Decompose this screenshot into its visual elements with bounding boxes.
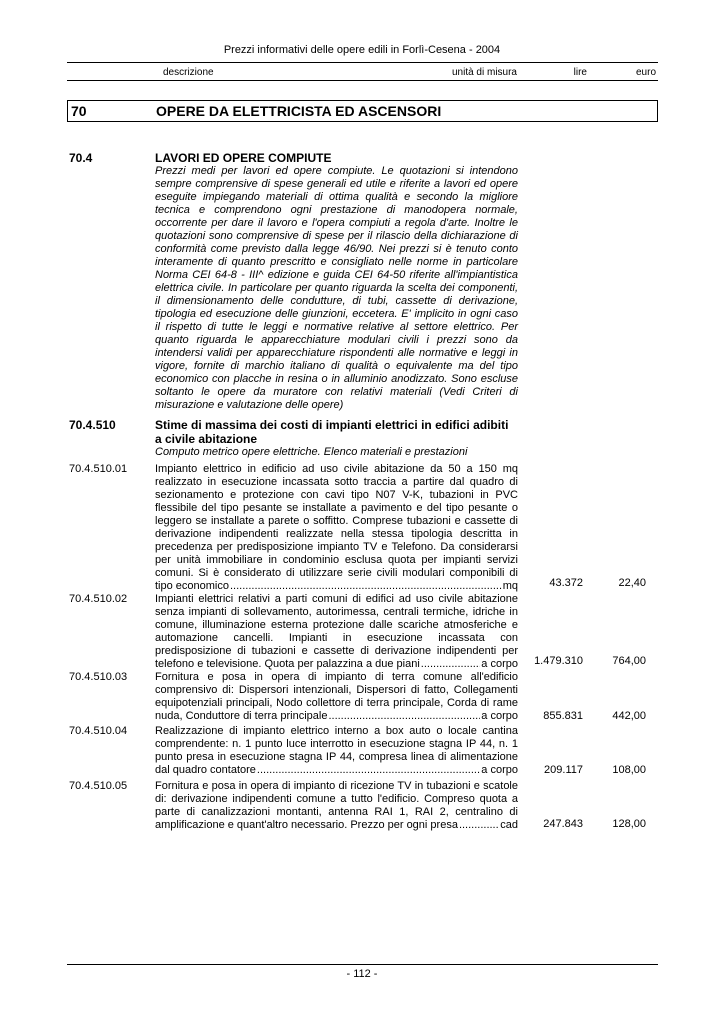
item-price-lire: 209.117 <box>544 764 583 776</box>
item-price-lire: 247.843 <box>543 818 583 830</box>
subsection-title-line2: a civile abitazione <box>155 432 258 446</box>
item-text: Fornitura e posa in opera di impianto di terra comune all'edificio comprensivo di: Dispersori intenzionali, Dispersori di fatto, Collegamenti equipotenziali principali, Nodo collettore di terra principale, Corda di rame <box>155 671 518 709</box>
item-description <box>155 463 518 593</box>
item-last-line <box>155 710 518 723</box>
item-last-line <box>155 658 518 671</box>
item-description <box>155 780 518 832</box>
item-description <box>155 725 518 777</box>
item-code: 70.4.510.02 <box>69 593 128 605</box>
item-description <box>155 593 518 671</box>
chapter-code: 70 <box>71 103 87 119</box>
section-body: Prezzi medi per lavori ed opere compiute. Le quotazioni si intendono sempre comprensive di spese generali ed utile e riferite a lavori ed opere eseguite impiegando materiali di ottima qualità e secondo la migliore tecnica e comprendono ogni prestazione di manodopera normale, occorrente per dare il lavoro e l'opera compiuti a regola d'arte. Inoltre le quotazioni sono comprensive di spese per il rilascio della dichiarazione di conformità come previsto dalla legge 46/90. Nei prezzi si è tenuto conto interamente di quanto prescritto e consigliato nelle norme in particolare Norma CEI 64-8 - III^ edizione e guida CEI 64-50 riferite all'impiantistica elettrica civile. In particolare per quanto riguarda la scelta dei componenti, il dimensionamento delle condutture, di tubi, cassette di derivazione, tipologia ed esecuzione delle giunzioni, eccetera. E' implicito in ogni caso il rispetto di tutte le leggi e normative relative al settore elettrico. Per quanto riguarda le apparecchiature modulari civili i prezzi sono da intendersi validi per apparecchiature rispondenti alle normative e leggi in vigore, fornite di marchio italiano di qualità o equivalente ma del tipo economico con placche in resina o in alluminio anodizzato. Sono escluse soltanto le opere da muratore con relativi materiali (Vedi Criteri di misurazione e valutazione delle opere) <box>155 165 518 411</box>
item-text: Fornitura e posa in opera di impianto di ricezione TV in tubazioni e scatole di: derivazione indipendenti comune a tutto l'edificio. Compreso quota a parte di canalizzazioni montanti, antenna RAI 1, RAI 2, centralino di <box>155 780 518 818</box>
column-header-rule <box>67 80 658 81</box>
item-text: Realizzazione di impianto elettrico interno a box auto o locale cantina comprendente: n. 1 punto luce interrotto in esecuzione stagna IP 44, n. 1 punto presa in esecuzione stagna IP 44, compresa linea di alimentazione <box>155 725 518 763</box>
subsection-code: 70.4.510 <box>69 418 116 432</box>
leader-dots <box>421 658 481 671</box>
item-code: 70.4.510.01 <box>69 463 128 475</box>
section-code: 70.4 <box>69 151 93 165</box>
chapter-title: OPERE DA ELETTRICISTA ED ASCENSORI <box>156 103 442 119</box>
item-code: 70.4.510.04 <box>69 725 128 737</box>
item-last-text: amplificazione e quant'altro necessario. Prezzo per ogni presa <box>155 819 458 831</box>
item-last-line <box>155 819 518 832</box>
item-price-euro: 764,00 <box>612 655 646 667</box>
section-title: LAVORI ED OPERE COMPIUTE <box>155 151 332 165</box>
leader-dots <box>257 764 480 777</box>
item-last-text: dal quadro contatore <box>155 764 256 776</box>
item-unit: a corpo <box>481 658 518 670</box>
chapter-box <box>67 100 658 122</box>
item-price-euro: 128,00 <box>612 818 646 830</box>
item-unit: a corpo <box>481 710 518 722</box>
leader-dots <box>459 819 499 832</box>
item-price-euro: 22,40 <box>618 577 646 589</box>
item-price-lire: 1.479.310 <box>534 655 583 667</box>
section-block <box>155 151 518 412</box>
subsection-block <box>155 418 518 459</box>
item-text: Impianto elettrico in edificio ad uso civile abitazione da 50 a 150 mq realizzato in esecuzione incassata sotto traccia a partire dal quadro di sezionamento e protezione con cavi tipo N07 V-K, tubazioni in PVC flessibile del tipo pesante se installate a pavimento e del tipo pesante o leggero se installate a parete o soffitto. Comprese tubazioni e cassette di derivazione indipendenti realizzate nella stessa tipologia descritta in precedenza per predisposizione impianto TV e Telefono. Da considerarsi per unità immobiliare in condominio esclusa quota per impianti servizi comuni. Si è considerato di utilizzare serie civili modulari componibili di <box>155 463 518 579</box>
column-header-lire: lire <box>573 67 587 78</box>
item-price-euro: 108,00 <box>612 764 646 776</box>
header-rule <box>67 62 658 63</box>
leader-dots <box>328 710 480 723</box>
item-code: 70.4.510.05 <box>69 780 128 792</box>
item-unit: a corpo <box>481 764 518 776</box>
item-price-lire: 855.831 <box>543 710 583 722</box>
item-price-euro: 442,00 <box>612 710 646 722</box>
item-unit: cad <box>500 819 518 831</box>
item-last-line <box>155 580 518 593</box>
item-last-text: tipo economico <box>155 580 229 592</box>
subsection-title-line1: Stime di massima dei costi di impianti elettrici in edifici adibiti <box>155 418 509 432</box>
item-last-line <box>155 764 518 777</box>
item-price-lire: 43.372 <box>549 577 583 589</box>
item-description <box>155 671 518 723</box>
column-header-unit: unità di misura <box>451 67 517 78</box>
subsection-subtitle: Computo metrico opere elettriche. Elenco materiali e prestazioni <box>155 446 468 458</box>
item-last-text: telefono e televisione. Quota per palazzina a due piani <box>155 658 420 670</box>
page-number: - 112 - <box>346 968 378 980</box>
column-header-euro: euro <box>635 67 656 78</box>
leader-dots <box>230 580 502 593</box>
item-text: Impianti elettrici relativi a parti comuni di edifici ad uso civile abitazione senza impianti di sollevamento, autorimessa, centrali termiche, idriche in comune, illuminazione esterna protezione dalle scariche atmosferiche e automazione cancelli. Impianti in esecuzione incassata con predisposizione di tubazioni e cassette di derivazione indipendenti per <box>155 593 518 657</box>
running-head: Prezzi informativi delle opere edili in Forlì-Cesena - 2004 <box>223 44 501 56</box>
item-last-text: nuda, Conduttore di terra principale <box>155 710 328 722</box>
item-code: 70.4.510.03 <box>69 671 128 683</box>
footer-rule <box>67 964 658 965</box>
item-unit: mq <box>502 580 518 592</box>
column-header-description: descrizione <box>163 67 214 78</box>
